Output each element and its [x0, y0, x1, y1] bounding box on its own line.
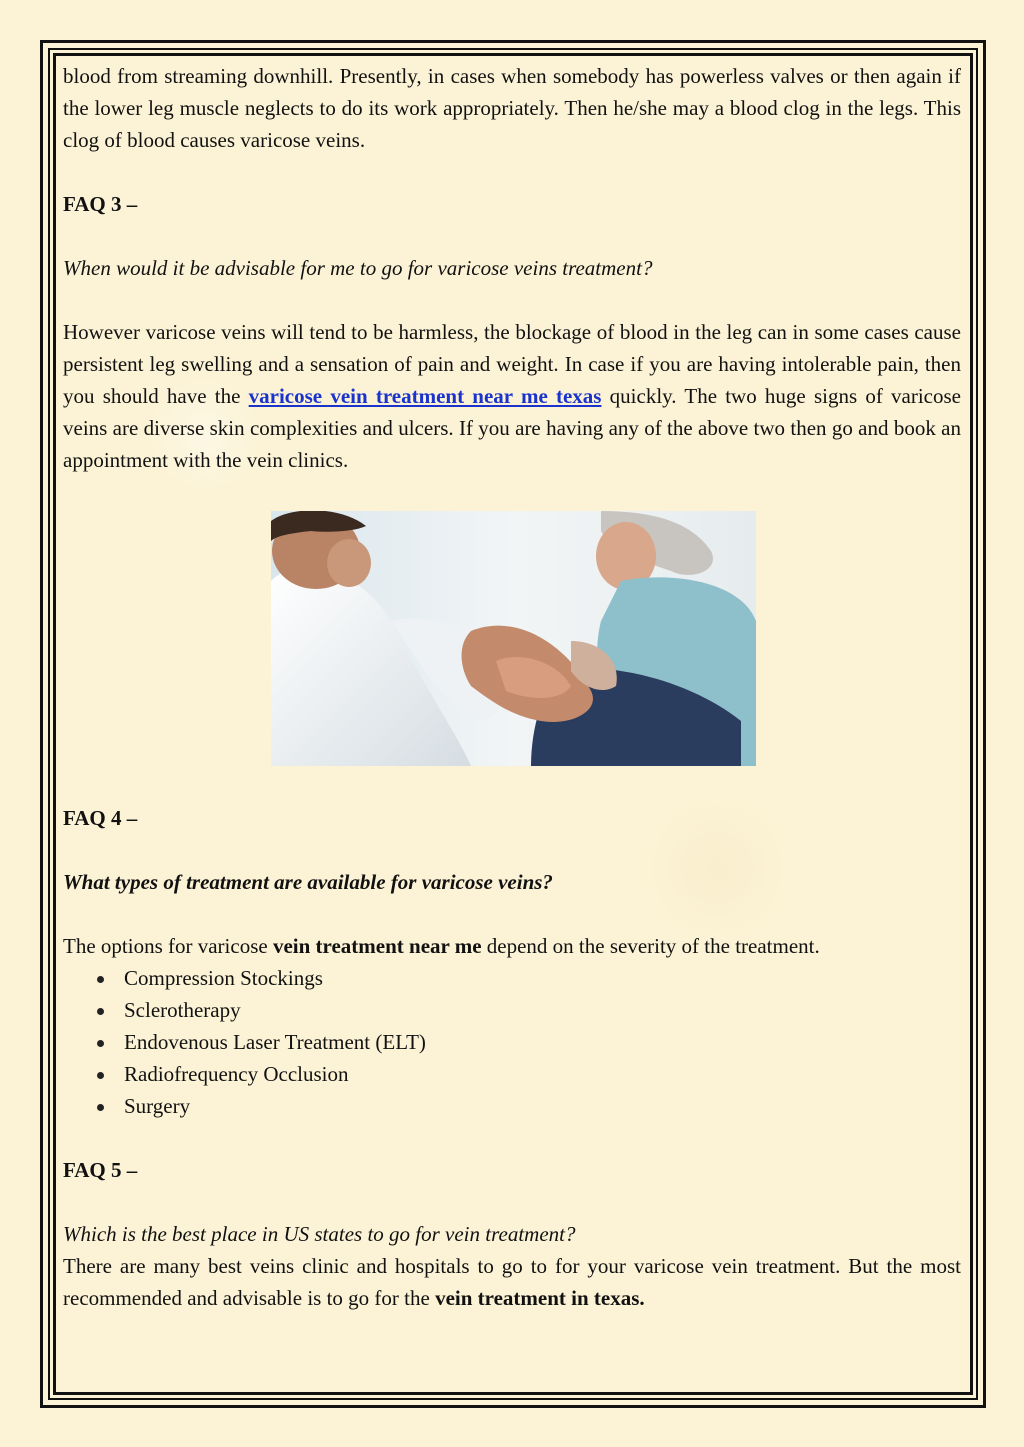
list-item: Endovenous Laser Treatment (ELT): [93, 1026, 961, 1058]
treatment-list: [63, 962, 961, 1122]
faq3-question: When would it be advisable for me to go for varicose veins treatment?: [63, 256, 653, 280]
faq4-question: What types of treatment are available for varicose veins?: [63, 870, 553, 894]
faq4-intro-bold: vein treatment near me: [272, 934, 482, 958]
list-item: Compression Stockings: [93, 962, 961, 994]
list-item: Surgery: [93, 1090, 961, 1122]
varicose-vein-treatment-link[interactable]: varicose vein treatment near me texas: [248, 384, 602, 408]
faq4-intro-text-2: depend on the severity of the treatment.: [481, 934, 820, 958]
faq4-heading: FAQ 4 –: [63, 806, 138, 830]
faq5-heading: FAQ 5 –: [63, 1158, 138, 1182]
faq3-answer-text-1: However varicose veins will tend to be harmless, the blockage of blood in the leg can in some cases cause persistent leg swelling and a sensation of pain and weight. In case if you are having intolerable pain, then you should have the: [63, 320, 961, 408]
doctor-patient-photo: [271, 511, 756, 766]
faq5-answer-text: There are many best veins clinic and hospitals to go to for your varicose vein treatment. But the most recommended and advisable is to go for the: [63, 1254, 961, 1310]
faq3-answer-text-2: quickly. The two huge signs of varicose veins are diverse skin complexities and ulcers. If you are having any of the above two then go and book an appointment with the vein clinics.: [63, 384, 961, 472]
faq5-question: Which is the best place in US states to go for vein treatment?: [63, 1222, 576, 1246]
faq3-heading: FAQ 3 –: [63, 192, 138, 216]
faq5-answer: [63, 1250, 961, 1314]
faq4-intro: [63, 930, 961, 962]
faq4-intro-text-1: The options for varicose: [63, 934, 273, 958]
intro-paragraph: blood from streaming downhill. Presently, in cases when somebody has powerless valves or then again if the lower leg muscle neglects to do its work appropriately. Then he/she may a blood clog in the legs. This clog of blood causes varicose veins.: [63, 64, 961, 152]
faq5-answer-bold: vein treatment in texas.: [435, 1286, 645, 1310]
list-item: Sclerotherapy: [93, 994, 961, 1026]
faq3-answer: [63, 316, 961, 476]
list-item: Radiofrequency Occlusion: [93, 1058, 961, 1090]
document-content: [63, 60, 961, 1314]
